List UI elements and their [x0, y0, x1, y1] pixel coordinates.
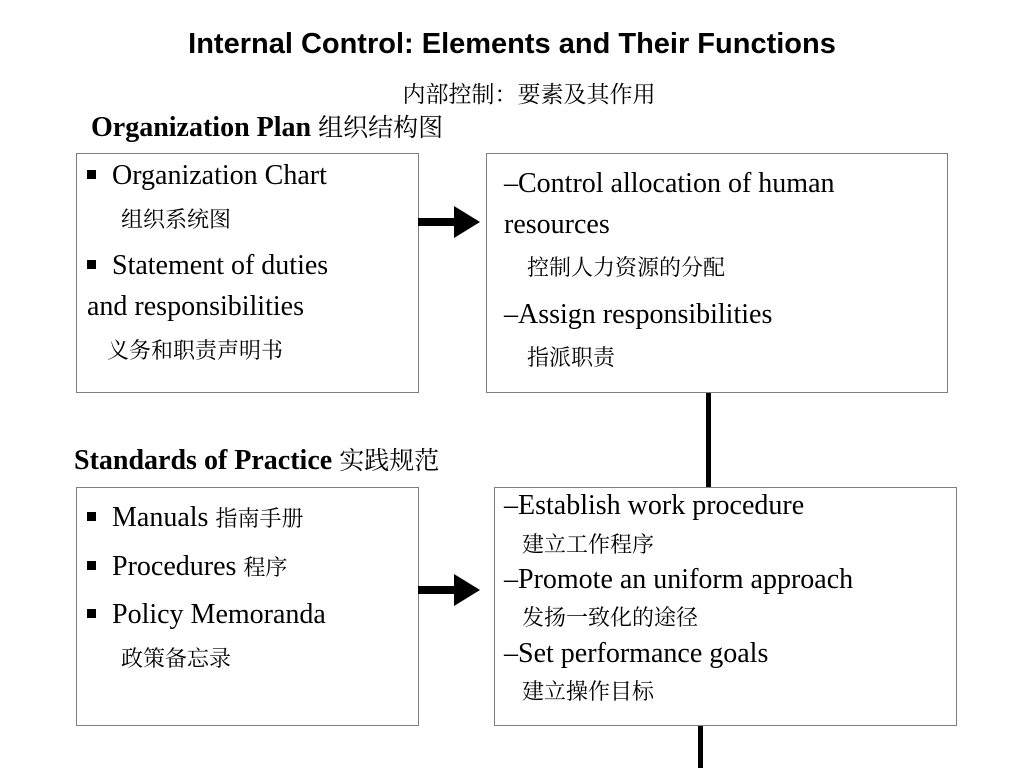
right-arrow-icon — [418, 572, 482, 608]
function-item: –Assign responsibilities — [504, 299, 773, 330]
org-plan-elements-box — [76, 153, 419, 393]
bullet-icon — [87, 512, 96, 521]
function-item-continuation: resources — [504, 209, 610, 240]
function-item: –Establish work procedure — [504, 490, 805, 521]
function-item-cn: 控制人力资源的分配 — [527, 256, 726, 281]
org-plan-functions-box — [486, 153, 948, 393]
page-title: Internal Control: Elements and Their Functions — [188, 28, 836, 60]
org-plan-heading-cn: 组织结构图 — [318, 113, 444, 142]
bullet-icon — [87, 170, 96, 179]
right-arrow-icon — [418, 204, 482, 240]
bullet-icon — [87, 561, 96, 570]
bullet-icon — [87, 260, 96, 269]
page-subtitle: 内部控制：要素及其作用 — [402, 82, 656, 108]
org-plan-heading-en: Organization Plan — [91, 112, 312, 143]
list-item: Procedures 程序 — [87, 550, 287, 584]
list-item-continuation: and responsibilities — [87, 291, 304, 322]
list-item-cn: 政策备忘录 — [121, 647, 232, 672]
function-item-cn: 建立工作程序 — [522, 533, 655, 558]
standards-heading-cn: 实践规范 — [339, 446, 440, 475]
standards-functions-box — [494, 487, 957, 726]
function-item-cn: 发扬一致化的途径 — [522, 606, 699, 631]
connector-line — [698, 726, 703, 768]
function-item: –Set performance goals — [504, 638, 769, 669]
function-item: –Control allocation of human — [504, 168, 835, 199]
list-item: Policy Memoranda — [87, 598, 326, 632]
list-item: Organization Chart — [87, 159, 327, 193]
standards-heading-en: Standards of Practice — [74, 445, 333, 476]
list-item-cn: 义务和职责声明书 — [107, 339, 284, 364]
standards-heading — [74, 441, 439, 477]
standards-elements-box — [76, 487, 419, 726]
list-item: Statement of duties — [87, 249, 328, 283]
list-item-cn: 组织系统图 — [121, 208, 232, 233]
function-item-cn: 指派职责 — [527, 346, 616, 371]
connector-line — [706, 393, 711, 488]
function-item-cn: 建立操作目标 — [522, 680, 655, 705]
bullet-icon — [87, 609, 96, 618]
list-item: Manuals 指南手册 — [87, 501, 303, 535]
org-plan-heading — [91, 108, 443, 144]
function-item: –Promote an uniform approach — [504, 564, 854, 595]
